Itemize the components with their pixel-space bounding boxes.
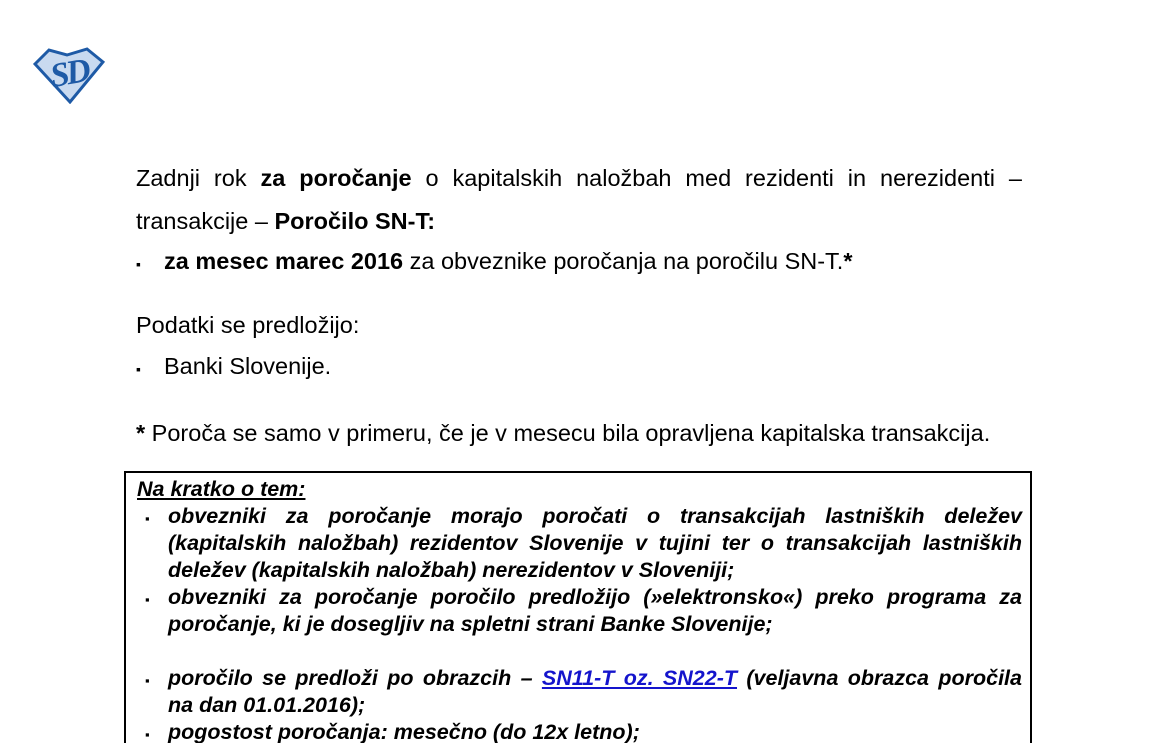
footnote-text: Poroča se samo v primeru, če je v mesecu bila opravljena kapitalska transakcija.	[145, 420, 991, 446]
box-bullet-3-post: (veljavna obrazca poročila	[737, 666, 1022, 690]
forms-link[interactable]: SN11-T oz. SN22-T	[541, 666, 738, 690]
bullet-square-icon: ▪	[145, 727, 150, 742]
deadline-month-bold: za mesec marec 2016	[164, 248, 404, 274]
deadline-bullet-text	[164, 246, 852, 276]
box-bullet-2-line-1: obvezniki za poročanje poročilo predložijo (»elektronsko«) preko programa za	[168, 585, 1022, 609]
report-name-bold: Poročilo SN-T:	[274, 208, 436, 234]
bullet-square-icon: ▪	[136, 256, 141, 272]
footnote-star: *	[136, 420, 146, 446]
bullet-square-icon: ▪	[145, 511, 150, 526]
bullet-square-icon: ▪	[145, 673, 150, 688]
intro-line-1	[136, 157, 1022, 200]
box-bullet-3-line-2: na dan 01.01.2016);	[168, 693, 366, 717]
box-bullet-3	[137, 665, 1022, 719]
intro-paragraph	[136, 157, 1022, 243]
submission-bullet-item	[136, 351, 1022, 384]
intro-text-bold: za poročanje	[260, 165, 412, 191]
blank-line	[137, 638, 1022, 665]
intro-text-pre: Zadnji rok	[136, 165, 261, 191]
bullet-square-icon: ▪	[136, 361, 141, 377]
box-bullet-1-line-3: deležev (kapitalskih naložbah) nerezidentov v Sloveniji;	[168, 558, 735, 582]
deadline-bullet-item	[136, 246, 1022, 279]
intro-text-post: o kapitalskih naložbah med rezidenti in nerezidenti –	[411, 165, 1022, 191]
footnote	[136, 418, 1036, 448]
box-bullet-1	[137, 503, 1022, 584]
box-bullet-2-line-2: poročanje, ki je dosegljiv na spletni strani Banke Slovenije;	[168, 612, 773, 636]
box-bullet-1-text	[168, 503, 1022, 584]
box-bullet-3-pre: poročilo se predloži po obrazcih –	[168, 666, 542, 690]
submission-heading: Podatki se predložijo:	[136, 312, 360, 338]
box-bullet-3-text	[168, 665, 1022, 719]
deadline-rest: za obveznike poročanja na poročilu SN-T.	[403, 248, 844, 274]
box-bullet-2	[137, 584, 1022, 638]
box-bullet-4-text: pogostost poročanja: mesečno (do 12x letno);	[168, 720, 640, 743]
intro-line-2	[136, 200, 1022, 243]
bullet-square-icon: ▪	[145, 592, 150, 607]
submission-bullet-text: Banki Slovenije.	[164, 353, 332, 379]
deadline-footnote-star: *	[843, 248, 853, 274]
logo-letters: SD	[47, 52, 91, 95]
sd-diamond-logo	[33, 46, 105, 104]
box-bullet-1-line-2: (kapitalskih naložbah) rezidentov Slovenije v tujini ter o transakcijah lastniških	[168, 531, 1022, 555]
box-bullet-1-line-1: obvezniki za poročanje morajo poročati o transakcijah lastniških deležev	[168, 504, 1022, 528]
summary-box	[124, 471, 1032, 743]
box-bullet-4	[137, 719, 1022, 743]
box-bullet-2-text	[168, 584, 1022, 638]
box-bullet-3-line-1	[168, 665, 1022, 692]
intro-line2-pre: transakcije –	[136, 208, 275, 234]
summary-box-title: Na kratko o tem:	[137, 477, 306, 501]
